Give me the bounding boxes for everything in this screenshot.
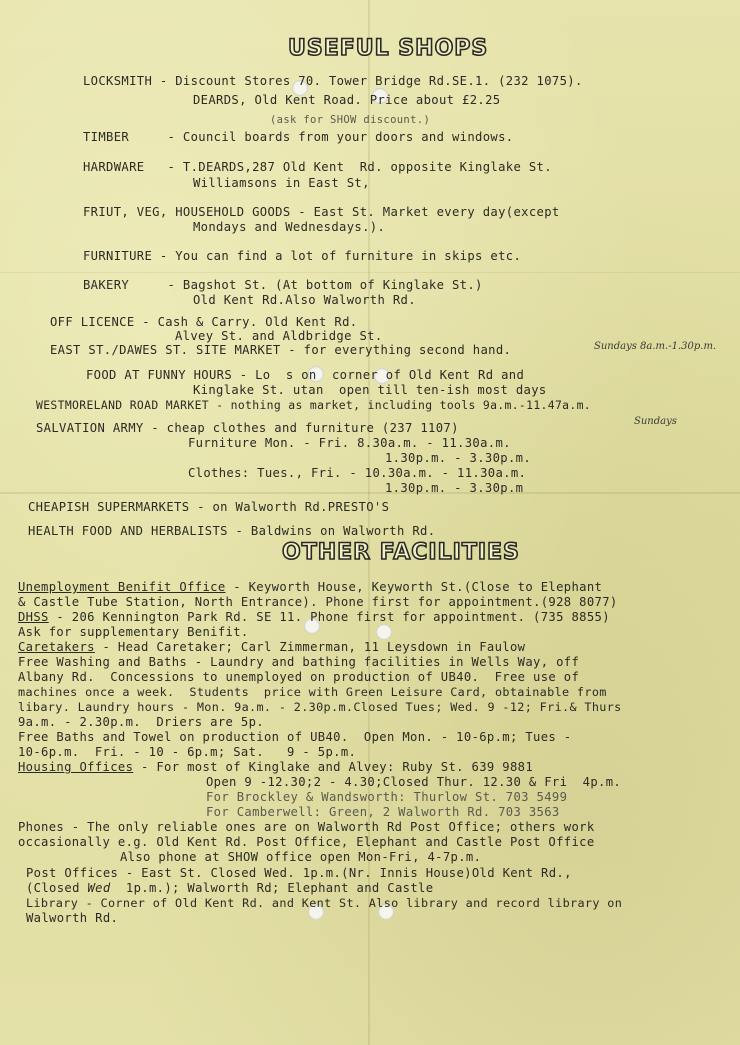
salvation-army-line: SALVATION ARMY - cheap clothes and furniture (237 1107) bbox=[36, 421, 459, 435]
facility-line: occasionally e.g. Old Kent Rd. Post Office, Elephant and Castle Post Office bbox=[18, 835, 595, 849]
facility-line: For Camberwell: Green, 2 Walworth Rd. 703 3563 bbox=[206, 805, 560, 819]
health-food-line: HEALTH FOOD AND HERBALISTS - Baldwins on Walworth Rd. bbox=[28, 524, 436, 538]
facility-line: Library - Corner of Old Kent Rd. and Kent St. Also library and record library on bbox=[26, 896, 623, 910]
facility-line: machines once a week. Students price with Green Leisure Card, obtainable from bbox=[18, 685, 607, 699]
dhss-label: DHSS bbox=[18, 610, 49, 624]
locksmith-note: (ask for SHOW discount.) bbox=[270, 114, 431, 126]
facility-line: Post Offices - East St. Closed Wed. 1p.m.(Nr. Innis House)Old Kent Rd., bbox=[26, 866, 572, 880]
facility-text: - 206 Kennington Park Rd. SE 11. Phone first for appointment. (735 8855) bbox=[48, 610, 610, 624]
locksmith-line: DEARDS, Old Kent Road. Price about £2.25 bbox=[193, 93, 501, 107]
handwritten-sundays: Sundays bbox=[634, 416, 677, 427]
furniture-line: FURNITURE - You can find a lot of furniture in skips etc. bbox=[83, 249, 522, 263]
fruit-veg-line: FRIUT, VEG, HOUSEHOLD GOODS - East St. Market every day(except bbox=[83, 205, 560, 219]
salvation-army-hours: Furniture Mon. - Fri. 8.30a.m. - 11.30a.m. bbox=[188, 436, 511, 450]
facility-line: Albany Rd. Concessions to unemployed on production of UB40. Free use of bbox=[18, 670, 580, 684]
facility-text: - For most of Kinglake and Alvey: Ruby St. 639 9881 bbox=[133, 760, 534, 774]
punch-hole bbox=[376, 624, 392, 640]
facility-line: 10-6p.m. Fri. - 10 - 6p.m; Sat. 9 - 5p.m. bbox=[18, 745, 357, 759]
facility-text: 1p.m.); Walworth Rd; Elephant and Castle bbox=[110, 881, 434, 895]
food-hours-line: FOOD AT FUNNY HOURS - Lo s on corner of Old Kent Rd and bbox=[86, 368, 525, 382]
facility-line: Free Washing and Baths - Laundry and bathing facilities in Wells Way, off bbox=[18, 655, 580, 669]
fold-line-horizontal-upper bbox=[0, 272, 740, 273]
westmoreland-market-line: WESTMORELAND ROAD MARKET - nothing as market, including tools 9a.m.-11.47a.m. bbox=[36, 398, 591, 412]
fruit-veg-line: Mondays and Wednesdays.). bbox=[193, 220, 386, 234]
salvation-army-hours: Clothes: Tues., Fri. - 10.30a.m. - 11.30a.m. bbox=[188, 466, 527, 480]
handwritten-sunday-hours: Sundays 8a.m.-1.30p.m. bbox=[594, 341, 717, 352]
unemployment-office-label: Unemployment Benifit Office bbox=[18, 580, 226, 594]
hardware-line: HARDWARE - T.DEARDS,287 Old Kent Rd. opposite Kinglake St. bbox=[83, 160, 552, 174]
east-street-market-line: EAST ST./DAWES ST. SITE MARKET - for everything second hand. bbox=[50, 343, 512, 357]
bakery-line: BAKERY - Bagshot St. (At bottom of Kinglake St.) bbox=[83, 278, 483, 292]
useful-shops-heading: USEFUL SHOPS bbox=[288, 36, 489, 61]
food-hours-line: Kinglake St. utan open till ten-ish most days bbox=[193, 383, 547, 397]
locksmith-line: LOCKSMITH - Discount Stores 70. Tower Bridge Rd.SE.1. (232 1075). bbox=[83, 74, 583, 88]
facility-line bbox=[18, 610, 610, 625]
other-facilities-heading: OTHER FACILITIES bbox=[282, 540, 520, 565]
facility-line: Also phone at SHOW office open Mon-Fri, 4-7p.m. bbox=[120, 850, 482, 864]
facility-text: (Closed bbox=[26, 881, 88, 895]
supermarkets-line: CHEAPISH SUPERMARKETS - on Walworth Rd.PRESTO'S bbox=[28, 500, 390, 514]
facility-line bbox=[18, 760, 533, 775]
facility-text: - Head Caretaker; Carl Zimmerman, 11 Leysdown in Faulow bbox=[94, 640, 526, 654]
caretakers-label: Caretakers bbox=[18, 640, 95, 654]
bakery-line: Old Kent Rd.Also Walworth Rd. bbox=[193, 293, 416, 307]
facility-line: For Brockley & Wandsworth: Thurlow St. 703 5499 bbox=[206, 790, 568, 804]
off-licence-line: OFF LICENCE - Cash & Carry. Old Kent Rd. bbox=[50, 315, 358, 329]
timber-line: TIMBER - Council boards from your doors and windows. bbox=[83, 130, 514, 144]
facility-line: & Castle Tube Station, North Entrance). Phone first for appointment.(928 8077) bbox=[18, 595, 618, 609]
salvation-army-hours: 1.30p.m. - 3.30p.m bbox=[385, 481, 524, 495]
facility-line bbox=[26, 881, 433, 896]
facility-line: Open 9 -12.30;2 - 4.30;Closed Thur. 12.30 & Fri 4p.m. bbox=[206, 775, 622, 789]
facility-line: Free Baths and Towel on production of UB40. Open Mon. - 10-6p.m; Tues - bbox=[18, 730, 572, 744]
fold-line-horizontal bbox=[0, 492, 740, 494]
facility-line: Ask for supplementary Benifit. bbox=[18, 625, 249, 639]
facility-text: - Keyworth House, Keyworth St.(Close to Elephant bbox=[225, 580, 603, 594]
facility-line bbox=[18, 580, 602, 595]
facility-line bbox=[18, 640, 525, 655]
housing-offices-label: Housing Offices bbox=[18, 760, 134, 774]
facility-line: libary. Laundry hours - Mon. 9a.m. - 2.30p.m.Closed Tues; Wed. 9 -12; Fri.& Thurs bbox=[18, 700, 622, 714]
salvation-army-hours: 1.30p.m. - 3.30p.m. bbox=[385, 451, 532, 465]
hardware-line: Williamsons in East St, bbox=[193, 176, 370, 190]
off-licence-line: Alvey St. and Aldbridge St. bbox=[175, 329, 383, 343]
facility-line: 9a.m. - 2.30p.m. Driers are 5p. bbox=[18, 715, 264, 729]
facility-line: Phones - The only reliable ones are on Walworth Rd Post Office; others work bbox=[18, 820, 595, 834]
facility-line: Walworth Rd. bbox=[26, 911, 119, 925]
facility-text-italic: Wed bbox=[87, 881, 111, 895]
